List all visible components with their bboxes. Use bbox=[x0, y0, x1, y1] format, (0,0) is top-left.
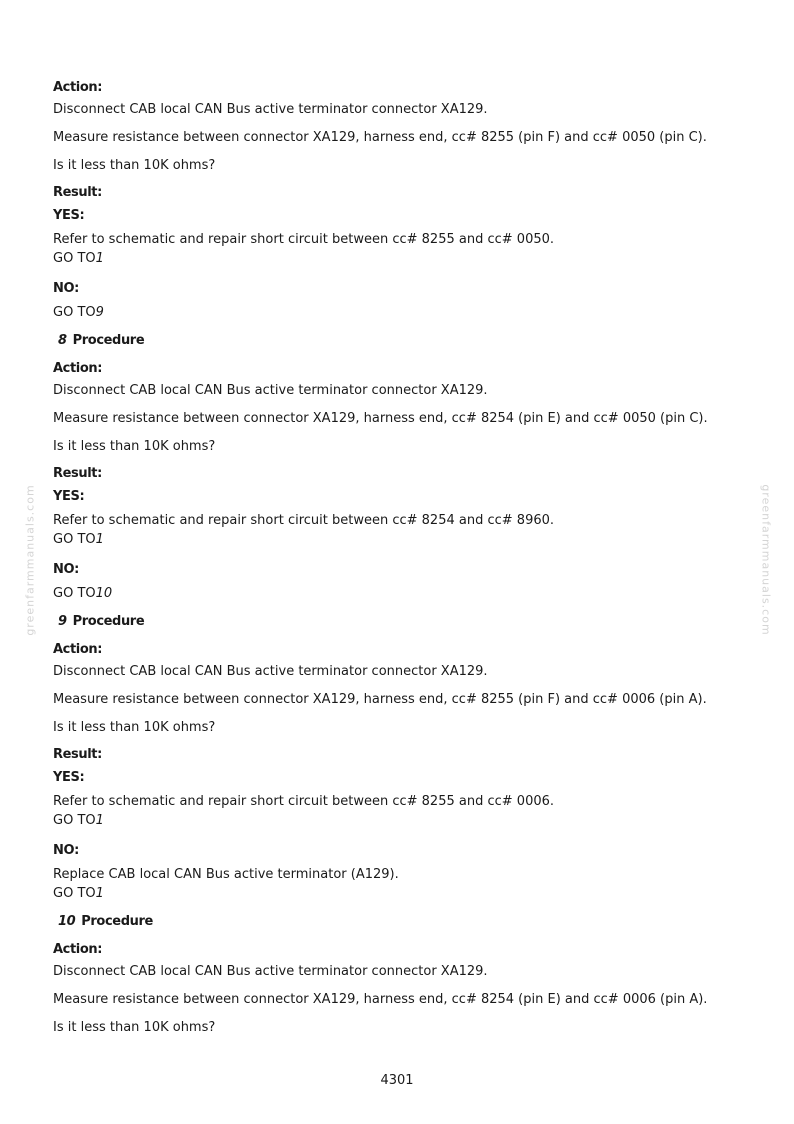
page-number: 4301 bbox=[380, 1073, 414, 1088]
yes-heading: YES: bbox=[53, 208, 85, 223]
yes-heading: YES: bbox=[53, 489, 85, 504]
procedure-heading bbox=[53, 332, 753, 349]
procedure-number: 10 bbox=[58, 914, 76, 929]
action-heading: Action: bbox=[53, 642, 103, 657]
watermark-left: greenfarmmanuals.com bbox=[23, 484, 37, 636]
action-step: Measure resistance between connector XA129, harness end, cc# 8254 (pin E) and cc# 0050 (pin C). bbox=[53, 411, 708, 426]
goto-link[interactable]: 1 bbox=[95, 251, 104, 266]
goto-link[interactable]: 1 bbox=[95, 886, 104, 901]
goto-link[interactable]: 1 bbox=[95, 532, 104, 547]
goto-line bbox=[53, 884, 753, 903]
goto-label: GO TO bbox=[53, 886, 96, 901]
action-heading: Action: bbox=[53, 361, 103, 376]
result-heading: Result: bbox=[53, 747, 102, 762]
action-step: Measure resistance between connector XA129, harness end, cc# 8255 (pin F) and cc# 0006 (pin A). bbox=[53, 692, 707, 707]
procedure-label: Procedure bbox=[72, 333, 145, 348]
yes-text: Refer to schematic and repair short circuit between cc# 8255 and cc# 0050. bbox=[53, 232, 555, 247]
action-step: Disconnect CAB local CAN Bus active terminator connector XA129. bbox=[53, 964, 488, 979]
goto-line bbox=[53, 584, 753, 603]
question-text: Is it less than 10K ohms? bbox=[53, 720, 216, 735]
goto-link[interactable]: 10 bbox=[95, 586, 113, 601]
action-step: Measure resistance between connector XA129, harness end, cc# 8254 (pin E) and cc# 0006 (pin A). bbox=[53, 992, 708, 1007]
page-content bbox=[53, 79, 753, 1037]
action-step: Disconnect CAB local CAN Bus active terminator connector XA129. bbox=[53, 383, 488, 398]
goto-label: GO TO bbox=[53, 532, 96, 547]
no-heading: NO: bbox=[53, 843, 79, 858]
goto-label: GO TO bbox=[53, 813, 96, 828]
goto-link[interactable]: 9 bbox=[95, 305, 104, 320]
procedure-label: Procedure bbox=[81, 914, 153, 929]
procedure-heading bbox=[53, 913, 753, 930]
procedure-heading bbox=[53, 613, 753, 630]
goto-link[interactable]: 1 bbox=[95, 813, 104, 828]
goto-label: GO TO bbox=[53, 305, 96, 320]
action-step: Measure resistance between connector XA129, harness end, cc# 8255 (pin F) and cc# 0050 (pin C). bbox=[53, 130, 707, 145]
procedure-number: 8 bbox=[58, 333, 67, 348]
result-heading: Result: bbox=[53, 466, 102, 481]
yes-heading: YES: bbox=[53, 770, 85, 785]
no-text: Replace CAB local CAN Bus active terminator (A129). bbox=[53, 867, 399, 882]
no-heading: NO: bbox=[53, 562, 79, 577]
yes-text: Refer to schematic and repair short circuit between cc# 8254 and cc# 8960. bbox=[53, 513, 555, 528]
goto-label: GO TO bbox=[53, 251, 96, 266]
action-step: Disconnect CAB local CAN Bus active terminator connector XA129. bbox=[53, 664, 488, 679]
action-heading: Action: bbox=[53, 942, 103, 957]
question-text: Is it less than 10K ohms? bbox=[53, 1020, 216, 1035]
goto-line bbox=[53, 811, 753, 830]
procedure-number: 9 bbox=[58, 614, 67, 629]
goto-line bbox=[53, 303, 753, 322]
no-heading: NO: bbox=[53, 281, 79, 296]
procedure-label: Procedure bbox=[72, 614, 145, 629]
yes-text: Refer to schematic and repair short circuit between cc# 8255 and cc# 0006. bbox=[53, 794, 555, 809]
watermark-right: greenfarmmanuals.com bbox=[759, 484, 773, 636]
question-text: Is it less than 10K ohms? bbox=[53, 158, 216, 173]
goto-label: GO TO bbox=[53, 586, 96, 601]
question-text: Is it less than 10K ohms? bbox=[53, 439, 216, 454]
action-step: Disconnect CAB local CAN Bus active terminator connector XA129. bbox=[53, 102, 488, 117]
result-heading: Result: bbox=[53, 185, 102, 200]
action-heading: Action: bbox=[53, 80, 103, 95]
goto-line bbox=[53, 249, 753, 268]
goto-line bbox=[53, 530, 753, 549]
